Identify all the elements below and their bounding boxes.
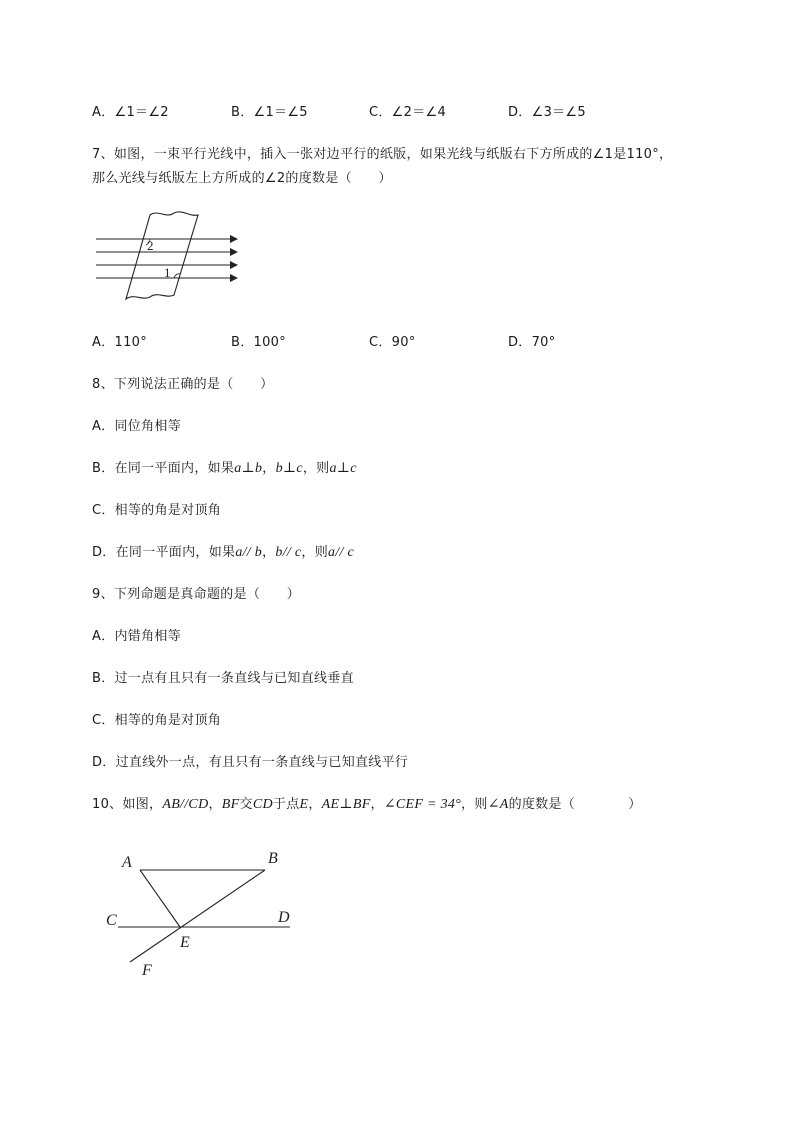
point-c-label: C [106,912,117,929]
q10-sep3: ， [370,797,384,812]
q8-b-prefix: B．在同一平面内，如果 [92,461,235,476]
segment-ae [140,870,180,927]
point-f-label: F [142,962,152,979]
q10-prefix: 10、如图， [92,797,163,812]
q10-sep1: ， [208,797,222,812]
q8-d-expr1: a// b [235,545,263,560]
q8-b-mid: ，则 [302,461,330,476]
q8-b-expr3: a⊥c [329,461,357,476]
q10-expr-cd: CD [252,797,273,812]
q9-stem: 9、下列命题是真命题的是（ ） [92,587,301,602]
cardboard-shape [126,212,198,299]
angle-1-label: 1 [164,265,171,280]
q8-option-b [92,457,357,477]
q8-b-expr1: a⊥b [234,461,263,476]
q10-text-ze: ，则 [461,797,488,812]
q7-figure [90,205,250,310]
point-b-label: B [268,850,278,867]
q7-option-d: D．70° [508,335,556,350]
q6-option-d: D．∠3＝∠5 [508,105,586,120]
point-d-label: D [278,909,290,926]
q9-option-b: B．过一点有且只有一条直线与已知直线垂直 [92,671,354,686]
q8-b-sep: ， [262,461,276,476]
arrow-head-4 [230,274,238,282]
q7-stem-line2: 那么光线与纸版左上方所成的∠2的度数是（ ） [92,171,392,186]
point-e-label: E [180,934,190,951]
q7-option-c: C．90° [369,335,416,350]
q10-text-yudian: 于点 [272,797,300,812]
arrow-head-3 [230,261,238,269]
q9-option-a: A．内错角相等 [92,629,181,644]
q9-option-d: D．过直线外一点，有且只有一条直线与已知直线平行 [92,755,409,770]
q8-stem: 8、下列说法正确的是（ ） [92,377,274,392]
arrow-head-2 [230,248,238,256]
q10-expr-e: E [299,797,309,812]
q10-expr-ab-cd: AB//CD [162,797,209,812]
q8-d-expr2: b// c [275,545,302,560]
q8-b-expr2: b⊥c [275,461,303,476]
q10-sep2: ， [308,797,322,812]
q8-d-mid: ，则 [301,545,329,560]
q7-option-b: B．100° [231,335,287,350]
q6-option-c: C．∠2＝∠4 [369,105,447,120]
q10-expr-ae-bf: AE⊥BF [321,797,371,812]
q8-d-prefix: D．在同一平面内，如果 [92,545,236,560]
q10-stem [92,793,642,813]
q10-expr-angle-a: ∠A [487,797,509,812]
q8-d-expr3: a// c [328,545,355,560]
q10-text-tail: 的度数是（ ） [508,797,642,812]
angle-2-label: 2 [147,238,154,253]
q6-option-b: B．∠1＝∠5 [231,105,308,120]
q10-figure [100,845,310,985]
q8-option-c: C．相等的角是对顶角 [92,503,222,518]
q10-text-jiao: 交 [239,797,253,812]
q10-expr-angle-cef: ∠CEF = 34° [383,797,462,812]
q10-expr-bf: BF [221,797,240,812]
q8-option-d [92,541,354,561]
q8-option-a: A．同位角相等 [92,419,181,434]
q8-d-sep: ， [262,545,276,560]
arrow-head-1 [230,235,238,243]
q7-option-a: A．110° [92,335,148,350]
q6-option-a: A．∠1＝∠2 [92,105,169,120]
q7-stem-line1: 7、如图，一束平行光线中，插入一张对边平行的纸版，如果光线与纸版右下方所成的∠1是110°， [92,147,673,162]
point-a-label: A [122,854,132,871]
q9-option-c: C．相等的角是对顶角 [92,713,222,728]
